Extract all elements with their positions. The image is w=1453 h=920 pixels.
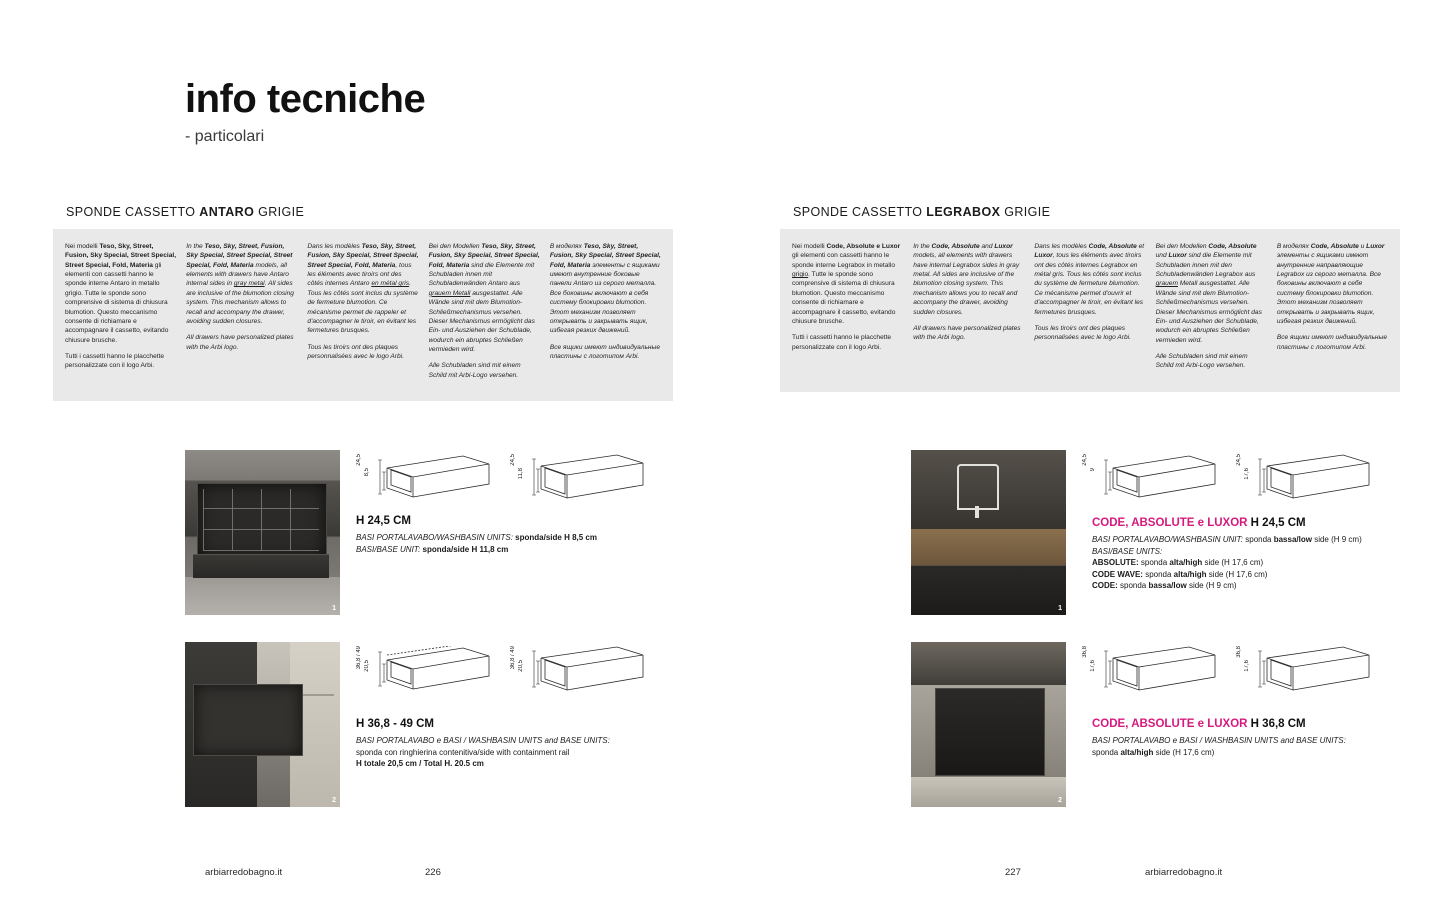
right-dims-1b xyxy=(1236,454,1254,506)
dim-side-height: 17,6 xyxy=(1244,468,1250,480)
left-caption-2-lines: BASI PORTALAVABO e BASI / WASHBASIN UNITS and BASE UNITS: sponda con ringhierina contenitiva/side with containment rail H totale 20,5 cm / Total H. 20.5 cm xyxy=(356,736,610,769)
left-dims-1a xyxy=(356,454,374,506)
dim-side-height: 17,6 xyxy=(1090,660,1096,672)
page-title: info tecniche xyxy=(185,77,426,121)
footer-website-left: arbiarredobagno.it xyxy=(205,867,283,878)
left-dims-2b xyxy=(510,646,528,698)
right-text-english: In the Code, Absolute and Luxor models, all elements with drawers have internal Legrabox sides in gray metal. All sides are inclusive of the blumotion closing system. This mechanism allows you to recall and accompany the drawer, avoiding sudden closures. All drawers have personalized plates with the Arbi logo. xyxy=(913,243,1021,342)
right-heading-pre: SPONDE CASSETTO xyxy=(793,205,927,219)
right-drawing-2a xyxy=(1082,646,1218,701)
left-text-italian: Nei modelli Teso, Sky, Street, Fusion, Sky Special, Street Special, Street Special, Fold, Materia gli elementi con cassetti hanno le sponde interne Antaro in metallo grigio. Tutte le sponde sono comprensive di sistema di chiusura blumotion. Questo meccanismo consente di richiamare e accompagnare il cassetto, evitando chiusure brusche. Tutti i cassetti hanno le placchette personalizzate con il logo Arbi. xyxy=(65,243,177,370)
right-section-heading xyxy=(793,205,1400,219)
page-subtitle: - particolari xyxy=(185,128,265,145)
left-drawing-2a xyxy=(356,646,492,701)
dim-side-height: 9 xyxy=(1090,468,1096,472)
dim-total-height: 36,8 / 49 xyxy=(356,646,362,670)
left-heading-pre: SPONDE CASSETTO xyxy=(66,205,200,219)
left-drawing-1a xyxy=(356,454,492,509)
right-multilingual-textbox xyxy=(780,229,1400,392)
right-caption-2-lines: BASI PORTALAVABO e BASI / WASHBASIN UNITS and BASE UNITS: sponda alta/high side (H 17,6 cm) xyxy=(1092,736,1346,757)
left-drawing-2b xyxy=(510,646,646,701)
left-photo-2-number: 2 xyxy=(332,797,336,804)
right-text-german: Bei den Modellen Code, Absolute und Luxor sind die Elemente mit Schubladen innen mit den Schubladenwänden Legrabox aus grauem Metall ausgestattet. Alle Wände sind mit dem Blumotion-Schließmechanismus versehen. Dieser Mechanismus ermöglicht das Ein- und Ausziehen der Schublade, wodurch ein abruptes Schließen vermieden wird. Alle Schubladen sind mit einem Schild mit Arbi-Logo versehen. xyxy=(1155,243,1262,370)
right-dims-2a xyxy=(1082,646,1100,698)
left-caption-2-title: H 36,8 - 49 CM xyxy=(356,718,434,730)
left-column xyxy=(53,205,673,401)
dim-side-height: 17,6 xyxy=(1244,660,1250,672)
dim-total-height: 36,8 xyxy=(1082,646,1088,658)
right-caption-1-title xyxy=(1092,517,1431,529)
dim-side-height: 11,8 xyxy=(518,468,524,480)
right-caption-1-lines: BASI PORTALAVABO/WASHBASIN UNIT: sponda bassa/low side (H 9 cm) BASI/BASE UNITS: ABSOLUTE: sponda alta/high side (H 17,6 cm) CODE WAVE: sponda alta/high side (H 17,6 cm) CODE: sponda bassa/low side (H 9 cm) xyxy=(1092,535,1362,591)
right-text-russian: В моделях Code, Absolute и Luxor элементы с ящиками имеют внутренние направляющие Legrabox из серого металла. Все боковины включают в себя систему блокировки blumotion. Этот механизм позволяет открывать и закрывать ящик, избегая резких движений. Все ящики имеют индивидуальные пластины с логотипом Arbi. xyxy=(1276,243,1388,351)
left-caption-1 xyxy=(185,515,685,555)
drawer-drawing-high xyxy=(531,454,646,509)
left-multilingual-textbox xyxy=(53,229,673,401)
left-section-heading xyxy=(66,205,673,219)
dim-total-height: 36,8 / 49 xyxy=(510,646,516,670)
right-caption-1-models: CODE, ABSOLUTE e LUXOR xyxy=(1092,517,1248,529)
right-drawing-1a xyxy=(1082,454,1218,509)
right-drawing-1b xyxy=(1236,454,1372,509)
left-caption-2 xyxy=(185,718,685,770)
dim-total-height: 36,8 xyxy=(1236,646,1242,658)
photo-floor xyxy=(185,577,340,615)
left-caption-1-title: H 24,5 CM xyxy=(356,515,411,527)
left-text-russian: В моделях Teso, Sky, Street, Fusion, Sky Special, Street Special, Fold, Materia элементы с ящиками имеют внутренние боковые панели Antaro из серого металла. Все боковины включают в себя систему блокировки blumotion. Этот механизм позволяет открывать и закрывать ящик, избегая резких движений. Все ящики имеют индивидуальные пластины с логотипом Arbi. xyxy=(549,243,661,360)
legrabox-drawing-low xyxy=(1103,454,1218,509)
left-heading-post: GRIGIE xyxy=(254,205,305,219)
right-caption-2-title xyxy=(1092,718,1431,730)
right-caption-1 xyxy=(911,517,1431,592)
photo-top-area xyxy=(911,642,1066,685)
drawer-drawing-rail-low xyxy=(377,646,492,701)
left-caption-1-lines: BASI PORTALAVABO/WASHBASIN UNITS: sponda/side H 8,5 cm BASI/BASE UNIT: sponda/side H 11,8 cm xyxy=(356,533,597,554)
left-text-french: Dans les modèles Teso, Sky, Street, Fusion, Sky Special, Street Special, Street Special, Fold, Materia, tous les éléments avec tiroirs ont des côtés internes Antaro en métal gris. Tous les côtés sont inclus du système de fermeture blumotion. Ce mécanisme permet de rappeler et d'accompagner le tiroir, en évitant les fermetures brusques. Tous les tiroirs ont des plaques personnalisées avec le logo Arbi. xyxy=(307,243,419,360)
dim-total-height: 24,5 xyxy=(1236,454,1242,466)
legrabox-drawing-tall-a xyxy=(1103,646,1218,701)
right-caption-2-models: CODE, ABSOLUTE e LUXOR xyxy=(1092,718,1248,730)
drawer-drawing-low xyxy=(377,454,492,509)
legrabox-drawing-high xyxy=(1257,454,1372,509)
right-dims-2b xyxy=(1236,646,1254,698)
photo-bottom-area xyxy=(911,777,1066,807)
footer-page-number-left: 226 xyxy=(425,867,441,878)
left-photo-1-number: 1 xyxy=(332,605,336,612)
right-drawing-2b xyxy=(1236,646,1372,701)
right-caption-2 xyxy=(911,718,1431,758)
right-text-italian: Nei modelli Code, Absolute e Luxor gli elementi con cassetti hanno le sponde interne Legrabox in metallo grigio. Tutte le sponde sono comprensive di sistema di chiusura blumotion. Questo meccanismo consente di richiamare e accompagnare il cassetto, evitando chiusure brusche. Tutti i cassetti hanno le placchette personalizzate con il logo Arbi. xyxy=(792,243,901,351)
drawer-drawing-rail-high xyxy=(531,646,646,701)
legrabox-drawing-tall-b xyxy=(1257,646,1372,701)
photo-drawer-front xyxy=(193,554,329,578)
right-photo-1-number: 1 xyxy=(1058,605,1062,612)
dim-side-height: 8,5 xyxy=(364,468,370,477)
footer-website-right: arbiarredobagno.it xyxy=(1145,867,1223,878)
left-text-german: Bei den Modellen Teso, Sky, Street, Fusion, Sky Special, Street Special, Fold, Materia sind die Elemente mit Schubladen innen mit Schubladenwänden Antaro aus grauem Metall ausgestattet. Alle Wände sind mit dem Blumotion-Schließmechanismus versehen. Dieser Mechanismus ermöglicht das Ein- und Ausziehen der Schublade, wodurch ein abruptes Schließen vermieden wird. Alle Schubladen sind mit einem Schild mit Arbi-Logo versehen. xyxy=(428,243,540,379)
dim-total-height: 24,5 xyxy=(356,454,362,466)
right-caption-2-height: H 36,8 CM xyxy=(1247,718,1306,730)
left-heading-bold: ANTARO xyxy=(199,205,255,219)
left-drawing-1b xyxy=(510,454,646,509)
right-text-french: Dans les modèles Code, Absolute et Luxor, tous les éléments avec tiroirs ont des côtés internes Legrabox en métal gris. Tous les côtés sont inclus du système de fermeture blumotion. Ce mécanisme permet d'ouvrir et d'accompagner le tiroir, en évitant les fermetures brusques. Tous les tiroirs ont des plaques personnalisées avec le logo Arbi. xyxy=(1034,243,1145,342)
page-title-block xyxy=(185,78,425,146)
left-dims-1b xyxy=(510,454,528,506)
right-caption-1-height: H 24,5 CM xyxy=(1247,517,1306,529)
dim-total-height: 24,5 xyxy=(510,454,516,466)
dim-side-height: 20,5 xyxy=(364,660,370,672)
dim-total-height: 24,5 xyxy=(1082,454,1088,466)
photo-decor-object xyxy=(957,464,999,510)
right-dims-1a xyxy=(1082,454,1100,506)
dim-side-height: 20,5 xyxy=(518,660,524,672)
right-heading-post: GRIGIE xyxy=(1000,205,1051,219)
left-text-english: In the Teso, Sky, Street, Fusion, Sky Special, Street Special, Street Special, Fold, Materia models, all elements with drawers have Antaro internal sides in gray metal. All sides are inclusive of the blumotion closing system. This mechanism allows to recall and accompany the drawer, avoiding sudden closures. All drawers have personalized plates with the Arbi logo. xyxy=(186,243,294,351)
right-heading-bold: LEGRABOX xyxy=(926,205,1001,219)
left-dims-2a xyxy=(356,646,374,698)
right-column xyxy=(780,205,1400,392)
footer-page-number-right: 227 xyxy=(1005,867,1021,878)
right-photo-2-number: 2 xyxy=(1058,797,1062,804)
